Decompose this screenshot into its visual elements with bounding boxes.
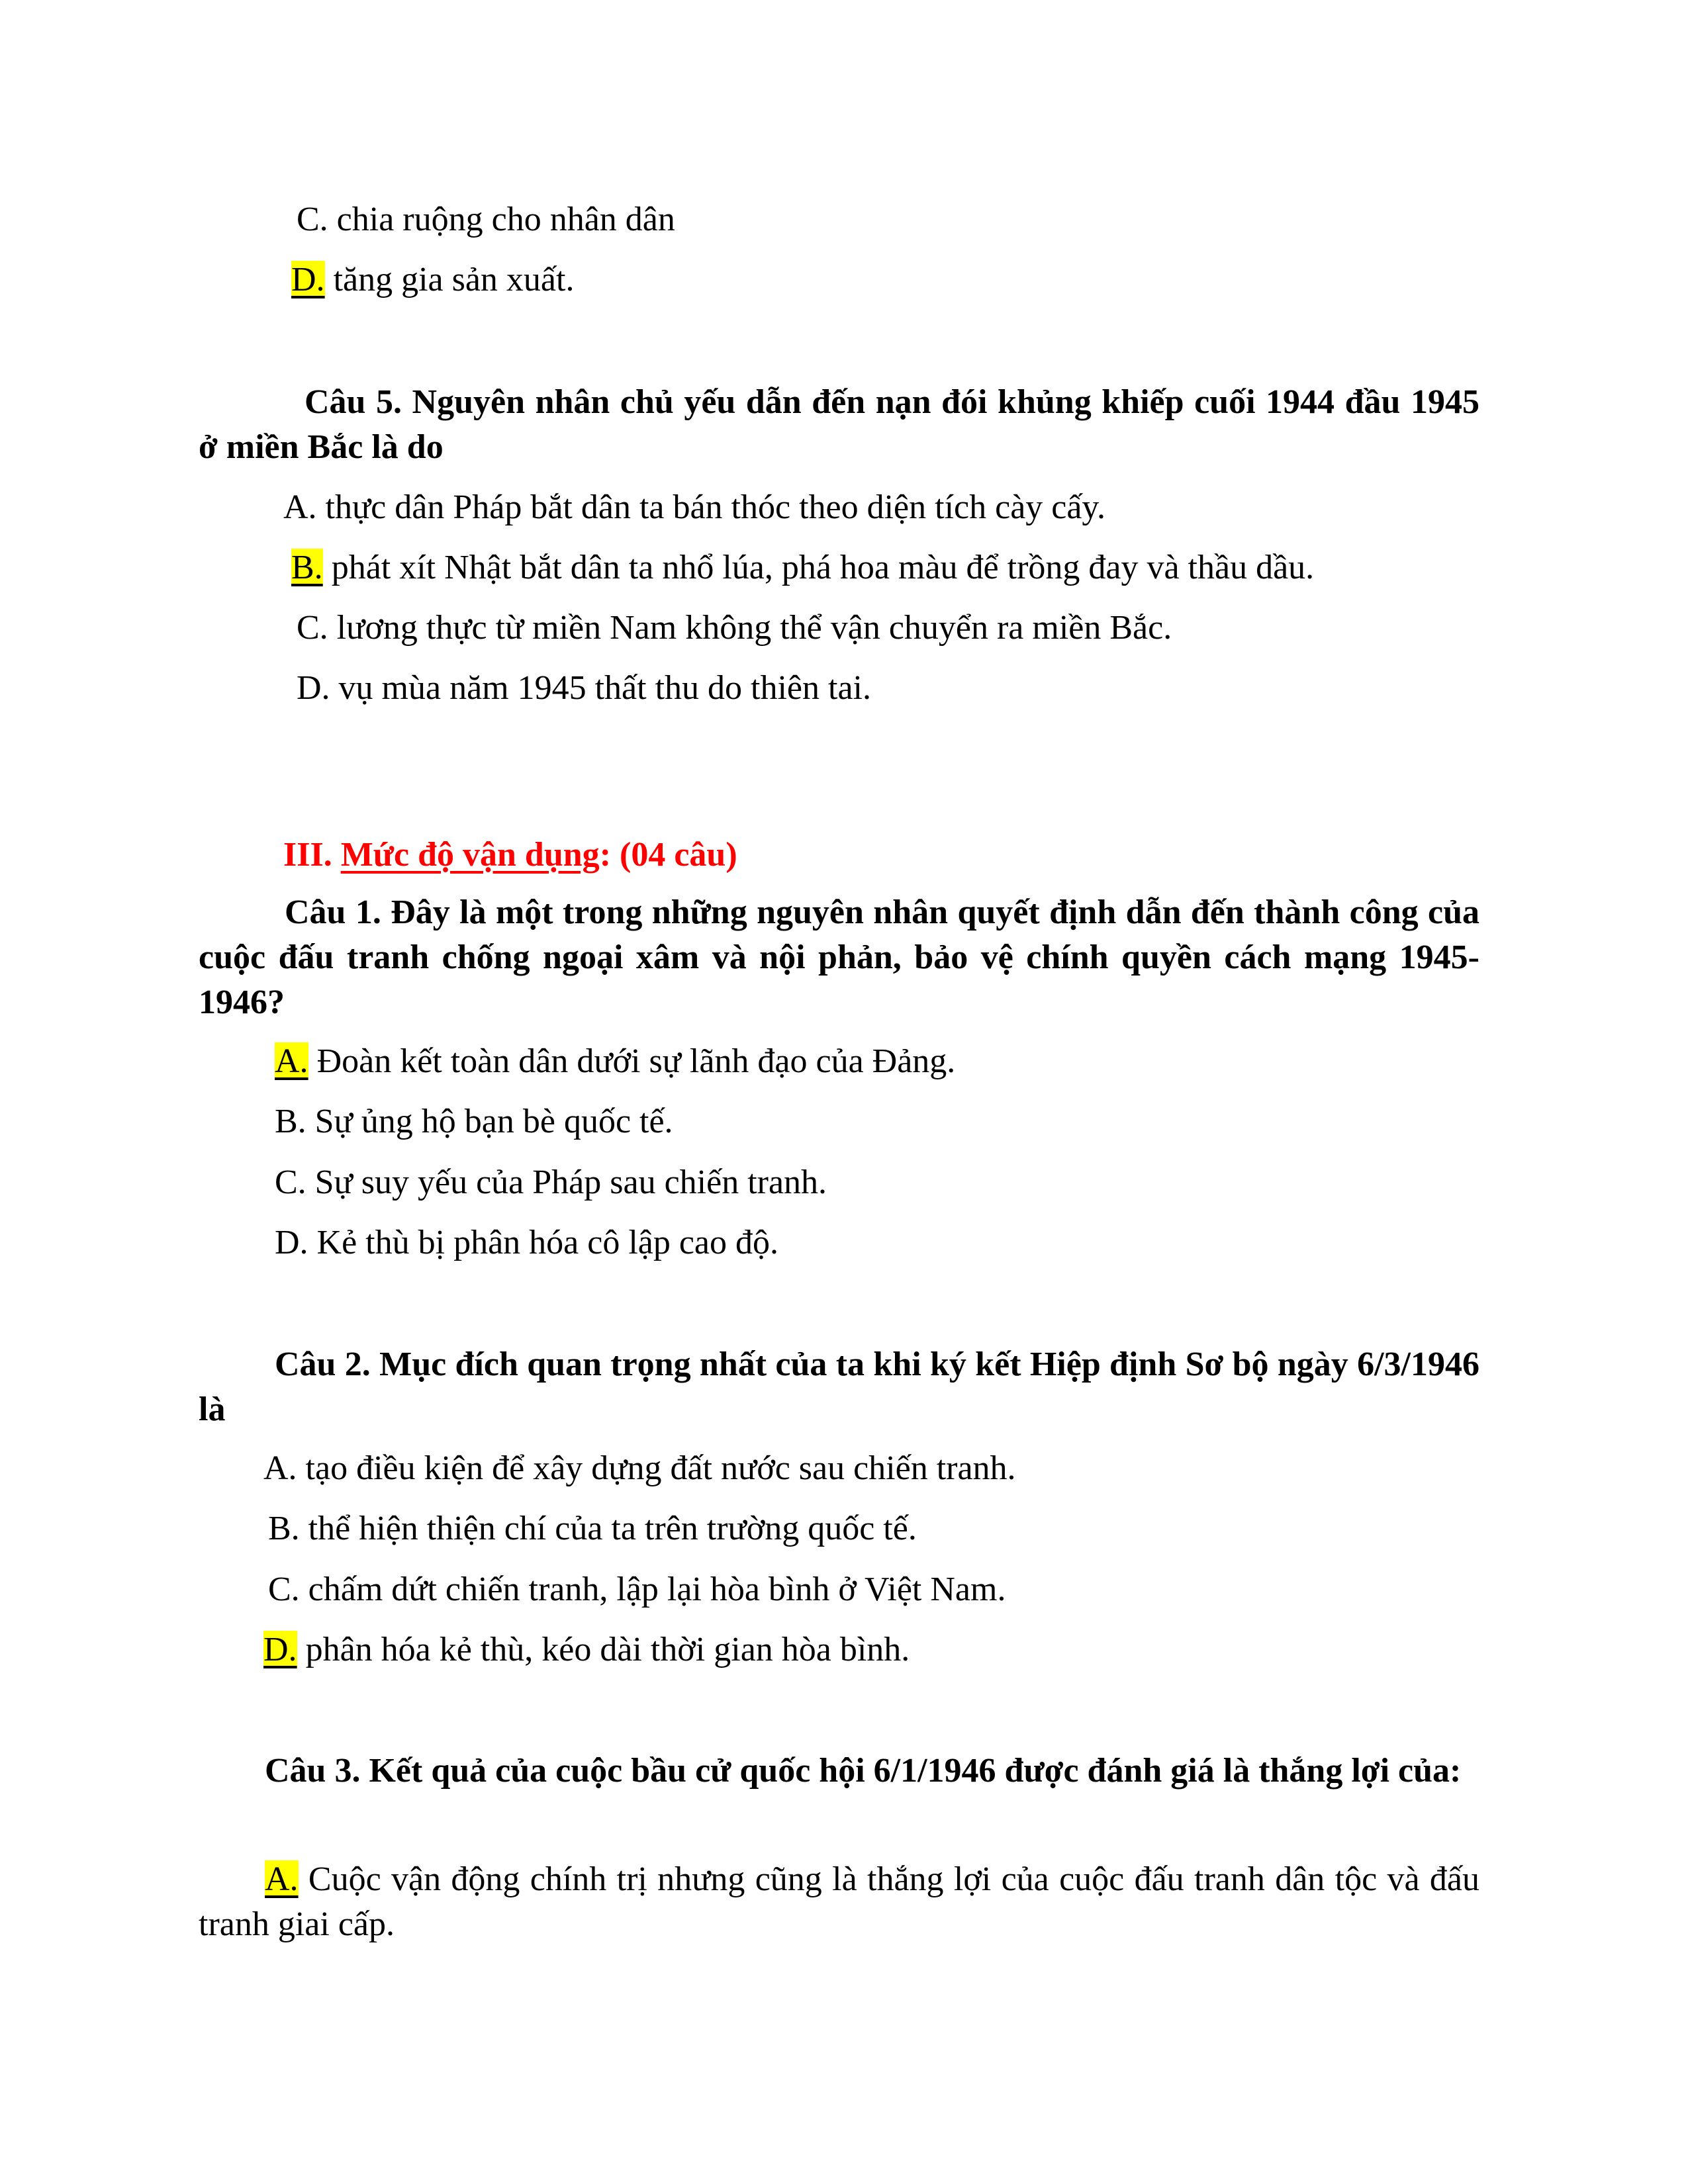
section-number: III. — [283, 836, 341, 874]
q1-option-b: B. Sự ủng hộ bạn bè quốc tế. — [275, 1103, 673, 1140]
question-1-stem: Câu 1. Đây là một trong những nguyên nhân quyết định dẫn đến thành công của cuộc đấu tranh chống ngoại xâm và nội phản, bảo vệ chính quyền cách mạng 1945-1946? — [199, 893, 1479, 1021]
q2-option-b: B. thể hiện thiện chí của ta trên trường quốc tế. — [268, 1510, 917, 1547]
section-heading — [283, 835, 737, 875]
q2-option-a: A. tạo điều kiện để xây dựng đất nước sau chiến tranh. — [263, 1449, 1016, 1487]
q5-option-b-text: phát xít Nhật bắt dân ta nhổ lúa, phá hoa màu để trồng đay và thầu dầu. — [322, 549, 1315, 586]
option-d — [291, 260, 574, 300]
q5-option-d: D. vụ mùa năm 1945 thất thu do thiên tai. — [297, 669, 871, 707]
question-5-stem: Câu 5. Nguyên nhân chủ yếu dẫn đến nạn đói khủng khiếp cuối 1944 đầu 1945 ở miền Bắc là do — [199, 383, 1479, 466]
answer-marker: A. — [275, 1042, 308, 1080]
option-c: C. chia ruộng cho nhân dân — [297, 201, 675, 238]
q5-option-b — [291, 548, 1314, 588]
question-3-stem: Câu 3. Kết quả của cuộc bầu cử quốc hội 6/1/1946 được đánh giá là thắng lợi của: — [265, 1752, 1462, 1790]
answer-marker: B. — [291, 549, 323, 586]
section-colon: : — [599, 836, 612, 874]
q1-option-a — [275, 1042, 955, 1081]
q1-option-c: C. Sự suy yếu của Pháp sau chiến tranh. — [275, 1163, 827, 1201]
q5-option-c: C. lương thực từ miền Nam không thể vận chuyển ra miền Bắc. — [297, 609, 1172, 647]
q1-option-d: D. Kẻ thù bị phân hóa cô lập cao độ. — [275, 1224, 779, 1261]
answer-marker: D. — [291, 261, 325, 298]
q3-option-a-text: Cuộc vận động chính trị nhưng cũng là thắng lợi của cuộc đấu tranh dân tộc và đấu tranh giai cấp. — [199, 1860, 1479, 1943]
q2-option-c: C. chấm dứt chiến tranh, lập lại hòa bình ở Việt Nam. — [268, 1570, 1006, 1608]
section-title: Mức độ vận dụng — [340, 836, 600, 874]
option-d-text: tăng gia sản xuất. — [324, 261, 575, 298]
q1-option-a-text: Đoàn kết toàn dân dưới sự lãnh đạo của Đảng. — [308, 1042, 956, 1080]
q5-option-a: A. thực dân Pháp bắt dân ta bán thóc theo diện tích cày cấy. — [283, 488, 1106, 526]
q2-option-d-text: phân hóa kẻ thù, kéo dài thời gian hòa bình. — [297, 1631, 910, 1668]
q3-option-a — [199, 1857, 1479, 1947]
answer-marker: D. — [263, 1631, 297, 1668]
question-2-stem: Câu 2. Mục đích quan trọng nhất của ta khi ký kết Hiệp định Sơ bộ ngày 6/3/1946 là — [199, 1345, 1479, 1428]
answer-marker: A. — [265, 1860, 299, 1898]
q2-option-d — [263, 1630, 910, 1670]
section-count: (04 câu) — [611, 836, 737, 874]
